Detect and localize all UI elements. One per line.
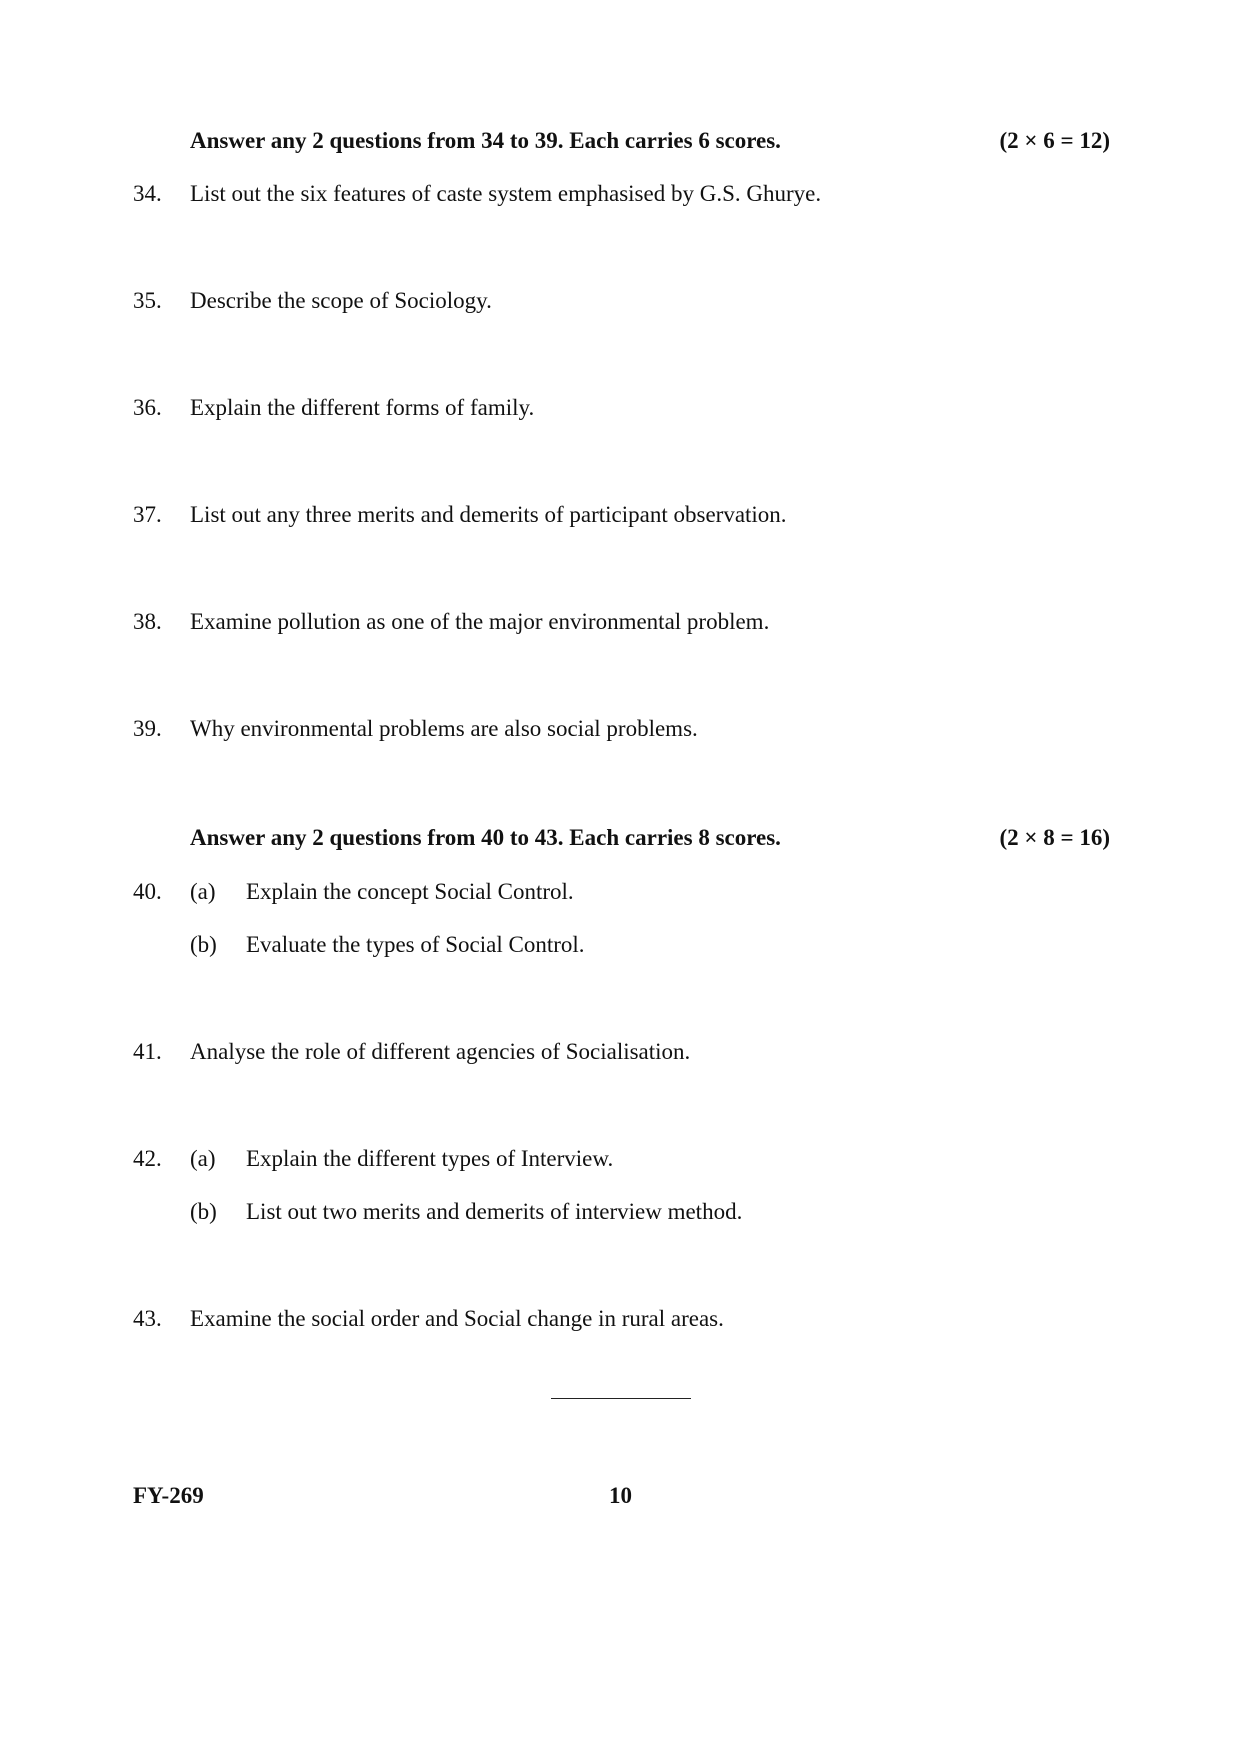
paper-code: FY-269 — [133, 1483, 204, 1508]
question-number: 42. — [133, 1146, 162, 1171]
subpart-text: Evaluate the types of Social Control. — [246, 932, 585, 957]
subpart-label: (a) — [190, 879, 216, 904]
subpart-text: Explain the different types of Interview. — [246, 1146, 614, 1171]
question-number: 37. — [133, 502, 162, 527]
section-marks: (2 × 8 = 16) — [999, 825, 1110, 850]
subpart-label: (a) — [190, 1146, 216, 1171]
subpart-text: List out two merits and demerits of interview method. — [246, 1199, 743, 1224]
question-number: 41. — [133, 1039, 162, 1064]
subpart-label: (b) — [190, 1199, 217, 1224]
question-text: Explain the different forms of family. — [190, 395, 535, 420]
section-instruction: Answer any 2 questions from 34 to 39. Each carries 6 scores. — [190, 128, 781, 153]
question-text: List out the six features of caste system emphasised by G.S. Ghurye. — [190, 181, 822, 206]
question-number: 34. — [133, 181, 162, 206]
question-text: Describe the scope of Sociology. — [190, 288, 492, 313]
question-text: Examine pollution as one of the major environmental problem. — [190, 609, 770, 634]
subpart-text: Explain the concept Social Control. — [246, 879, 574, 904]
end-rule — [551, 1398, 691, 1399]
section-instruction: Answer any 2 questions from 40 to 43. Each carries 8 scores. — [190, 825, 781, 850]
question-number: 35. — [133, 288, 162, 313]
question-number: 39. — [133, 716, 162, 741]
subpart-label: (b) — [190, 932, 217, 957]
question-number: 43. — [133, 1306, 162, 1331]
question-text: Analyse the role of different agencies of Socialisation. — [190, 1039, 691, 1064]
page-number: 10 — [609, 1483, 632, 1508]
question-text: Why environmental problems are also social problems. — [190, 716, 698, 741]
section-marks: (2 × 6 = 12) — [999, 128, 1110, 153]
question-number: 36. — [133, 395, 162, 420]
question-number: 38. — [133, 609, 162, 634]
question-number: 40. — [133, 879, 162, 904]
question-text: List out any three merits and demerits of participant observation. — [190, 502, 787, 527]
question-text: Examine the social order and Social change in rural areas. — [190, 1306, 724, 1331]
